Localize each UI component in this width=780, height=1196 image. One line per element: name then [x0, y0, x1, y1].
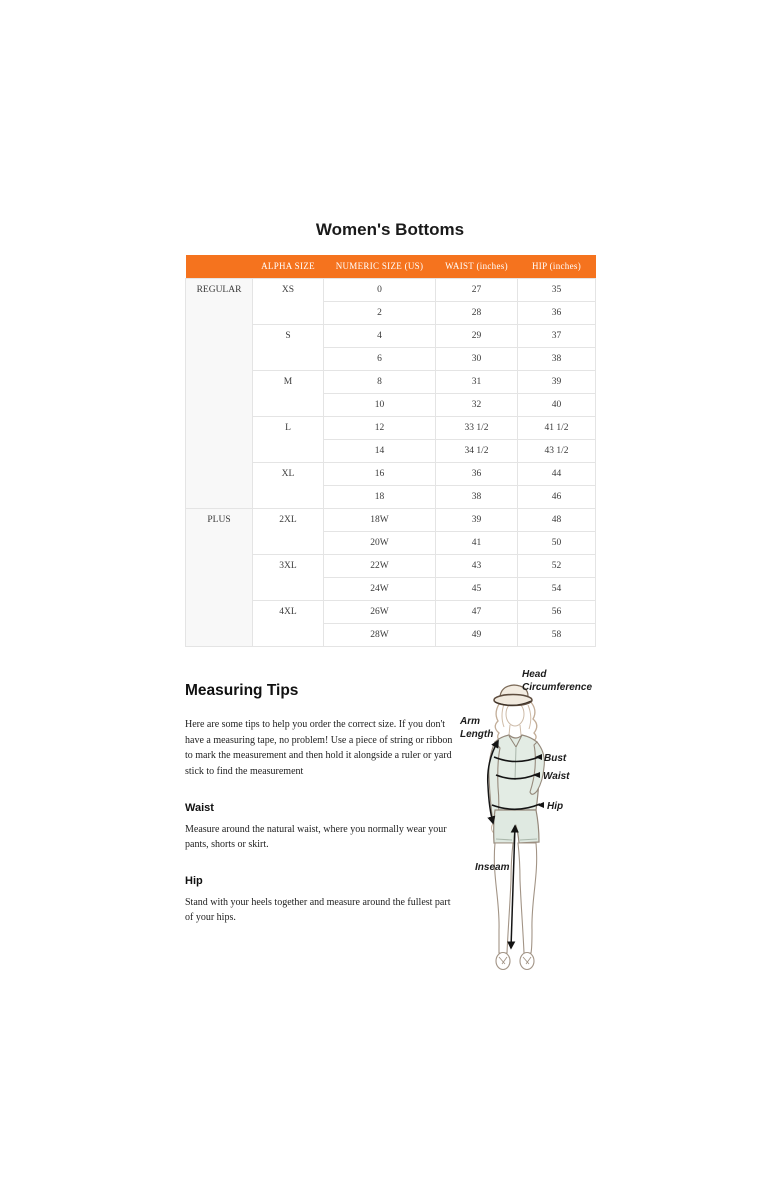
hip-cell: 37: [518, 324, 596, 347]
hip-cell: 39: [518, 370, 596, 393]
numeric-size-cell: 8: [324, 370, 436, 393]
header-numeric-size: NUMERIC SIZE (US): [324, 255, 436, 278]
waist-cell: 38: [436, 485, 518, 508]
size-chart-table: [185, 255, 596, 647]
alpha-size-cell: 4XL: [253, 600, 324, 646]
numeric-size-cell: 0: [324, 278, 436, 301]
alpha-size-cell: S: [253, 324, 324, 370]
waist-cell: 39: [436, 508, 518, 531]
hip-section-heading: Hip: [185, 875, 203, 887]
alpha-size-cell: XL: [253, 462, 324, 508]
hip-cell: 36: [518, 301, 596, 324]
waist-cell: 29: [436, 324, 518, 347]
waist-section-heading: Waist: [185, 802, 214, 814]
header-hip: HIP (inches): [518, 255, 596, 278]
inseam-label: Inseam: [475, 862, 510, 873]
measurement-figure-sketch: [448, 660, 618, 980]
hip-section-body: Stand with your heels together and measure around the fullest part of your hips.: [185, 897, 451, 923]
waist-cell: 41: [436, 531, 518, 554]
header-waist: WAIST (inches): [436, 255, 518, 278]
waist-label: Waist: [543, 771, 570, 782]
hip-cell: 48: [518, 508, 596, 531]
hip-cell: 40: [518, 393, 596, 416]
hip-cell: 50: [518, 531, 596, 554]
numeric-size-cell: 28W: [324, 623, 436, 646]
numeric-size-cell: 16: [324, 462, 436, 485]
numeric-size-cell: 24W: [324, 577, 436, 600]
waist-cell: 47: [436, 600, 518, 623]
numeric-size-cell: 10: [324, 393, 436, 416]
hip-cell: 46: [518, 485, 596, 508]
numeric-size-cell: 18: [324, 485, 436, 508]
hip-cell: 38: [518, 347, 596, 370]
waist-section-body: Measure around the natural waist, where you normally wear your pants, shorts or skirt.: [185, 824, 447, 850]
category-cell: REGULAR: [186, 278, 253, 508]
numeric-size-cell: 26W: [324, 600, 436, 623]
hip-cell: 58: [518, 623, 596, 646]
alpha-size-cell: 3XL: [253, 554, 324, 600]
hip-cell: 35: [518, 278, 596, 301]
numeric-size-cell: 18W: [324, 508, 436, 531]
table-row: [186, 278, 596, 301]
header-category: [186, 255, 253, 278]
hip-cell: 41 1/2: [518, 416, 596, 439]
bust-label: Bust: [544, 753, 567, 764]
numeric-size-cell: 6: [324, 347, 436, 370]
measurement-figure: [448, 660, 618, 980]
waist-cell: 27: [436, 278, 518, 301]
waist-cell: 31: [436, 370, 518, 393]
table-header-row: [186, 255, 596, 278]
alpha-size-cell: L: [253, 416, 324, 462]
waist-cell: 28: [436, 301, 518, 324]
measuring-tips-heading: Measuring Tips: [185, 682, 299, 699]
numeric-size-cell: 12: [324, 416, 436, 439]
page-title: Women's Bottoms: [315, 220, 465, 239]
measuring-tips-intro: Here are some tips to help you order the correct size. If you don't have a measuring tape, no problem! Use a piece of string or ribbon to mark the measurement and then hold it alongside a ruler or yard stick to find the measurement: [185, 719, 453, 777]
numeric-size-cell: 2: [324, 301, 436, 324]
waist-cell: 32: [436, 393, 518, 416]
waist-cell: 33 1/2: [436, 416, 518, 439]
table-row: [186, 508, 596, 531]
waist-cell: 49: [436, 623, 518, 646]
waist-cell: 34 1/2: [436, 439, 518, 462]
hip-cell: 52: [518, 554, 596, 577]
header-alpha-size: ALPHA SIZE: [253, 255, 324, 278]
alpha-size-cell: XS: [253, 278, 324, 324]
numeric-size-cell: 4: [324, 324, 436, 347]
numeric-size-cell: 14: [324, 439, 436, 462]
alpha-size-cell: M: [253, 370, 324, 416]
waist-cell: 43: [436, 554, 518, 577]
waist-cell: 45: [436, 577, 518, 600]
waist-cell: 30: [436, 347, 518, 370]
arm-length-label: Arm Length: [460, 716, 494, 740]
waist-cell: 36: [436, 462, 518, 485]
category-cell: PLUS: [186, 508, 253, 646]
numeric-size-cell: 22W: [324, 554, 436, 577]
hip-cell: 43 1/2: [518, 439, 596, 462]
alpha-size-cell: 2XL: [253, 508, 324, 554]
hip-cell: 56: [518, 600, 596, 623]
hip-cell: 44: [518, 462, 596, 485]
head-circumference-label: Head Circumference: [522, 669, 593, 693]
hip-label: Hip: [547, 801, 564, 812]
numeric-size-cell: 20W: [324, 531, 436, 554]
hip-cell: 54: [518, 577, 596, 600]
